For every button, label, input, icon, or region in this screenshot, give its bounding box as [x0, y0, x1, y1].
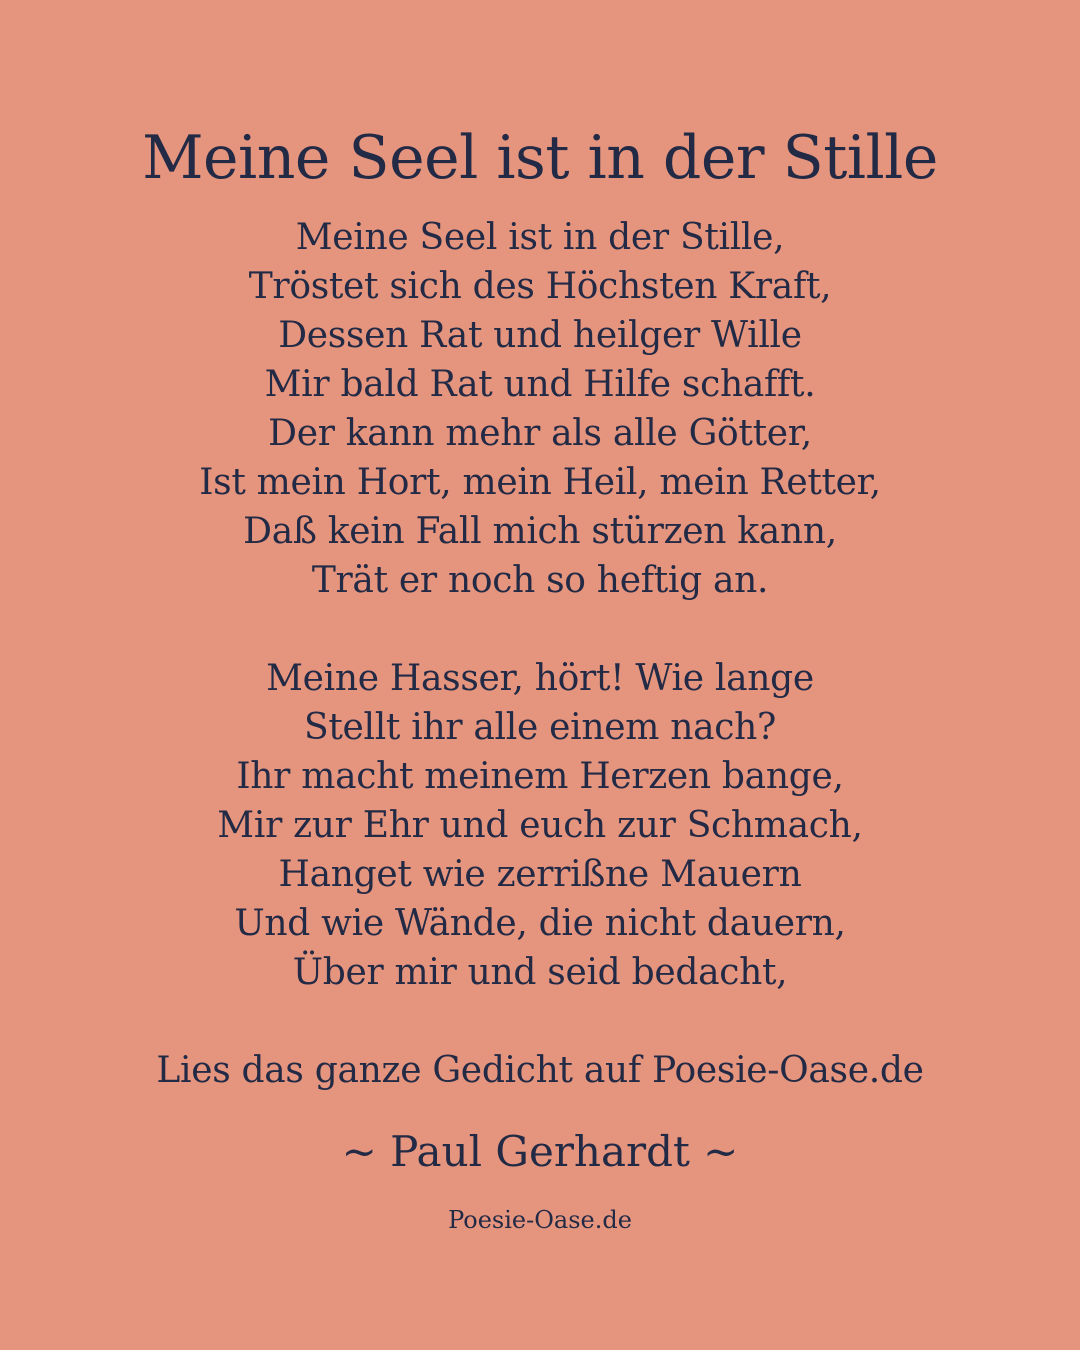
verse-line: Und wie Wände, die nicht dauern,: [234, 903, 846, 944]
site-watermark: Poesie-Oase.de: [448, 1206, 632, 1234]
verse-line: Stellt ihr alle einem nach?: [303, 707, 777, 748]
verse-line: Trät er noch so heftig an.: [311, 560, 769, 601]
verse-line: Mir zur Ehr und euch zur Schmach,: [217, 805, 863, 846]
verse-line: Ist mein Hort, mein Heil, mein Retter,: [199, 462, 881, 503]
verse-line: Dessen Rat und heilger Wille: [278, 315, 802, 356]
stanza-1: [0, 213, 1080, 605]
verse-line: Mir bald Rat und Hilfe schafft.: [264, 364, 816, 405]
verse-line: Ihr macht meinem Herzen bange,: [236, 756, 844, 797]
verse-line: Meine Seel ist in der Stille,: [295, 217, 785, 258]
verse-line: Über mir und seid bedacht,: [292, 952, 788, 993]
read-full-poem-text: Lies das ganze Gedicht auf Poesie-Oase.de: [156, 1050, 924, 1091]
verse-line: Daß kein Fall mich stürzen kann,: [243, 511, 837, 552]
verse-line: Tröstet sich des Höchsten Kraft,: [248, 266, 832, 307]
poem-title: Meine Seel ist in der Stille: [142, 123, 938, 193]
verse-line: Der kann mehr als alle Götter,: [268, 413, 812, 454]
stanza-2: [0, 654, 1080, 997]
verse-line: Meine Hasser, hört! Wie lange: [266, 658, 814, 699]
verse-line: Hanget wie zerrißne Mauern: [278, 854, 802, 895]
poem-author: ~ Paul Gerhardt ~: [341, 1127, 739, 1176]
